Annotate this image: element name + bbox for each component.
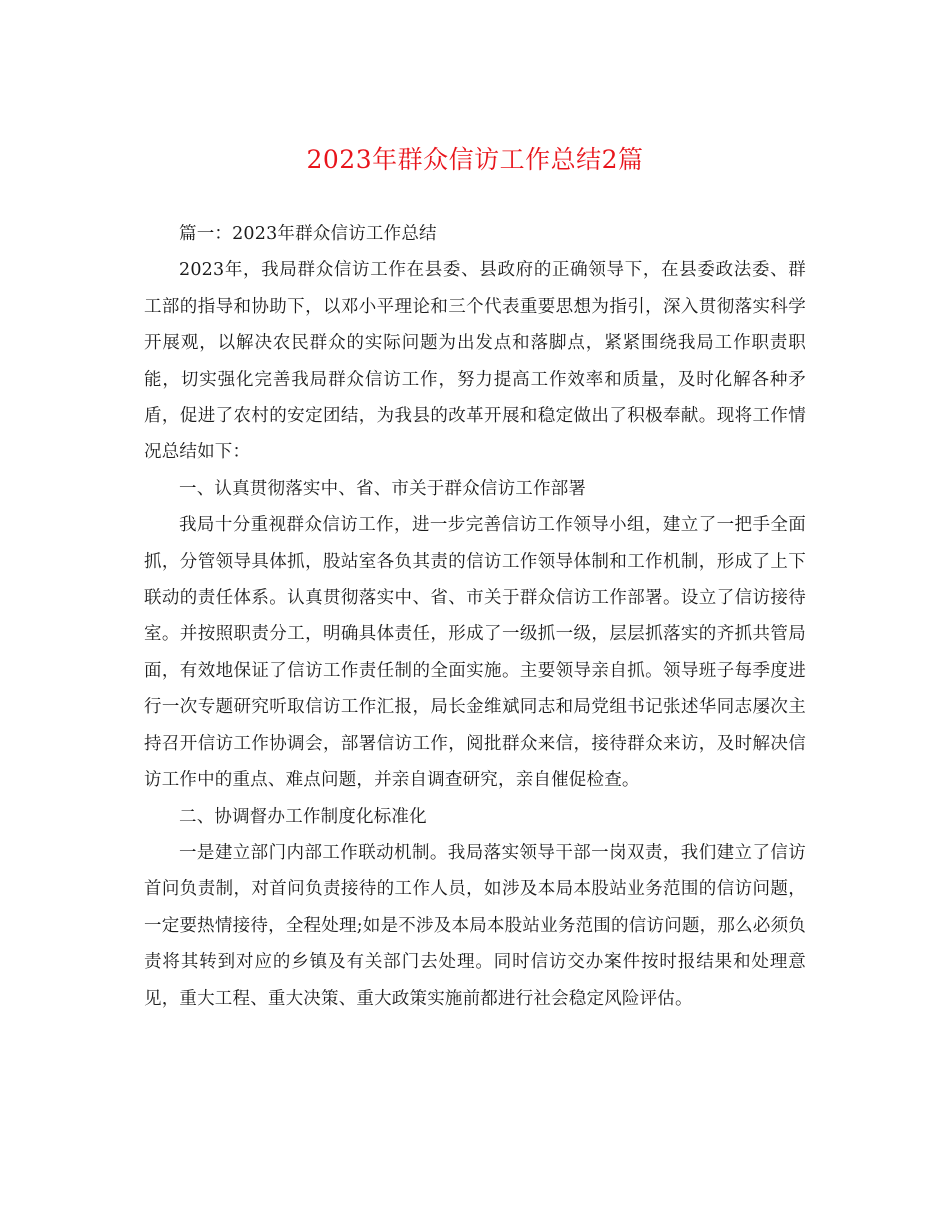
section-2-paragraph: 一是建立部门内部工作联动机制。我局落实领导干部一岗双责，我们建立了信访首问负责制，对首问负责接待的工作人员，如涉及本局本股站业务范围的信访问题，一定要热情接待，全程处理;如是不涉及本局本股站业务范围的信访问题，那么必须负责将其转到对应的乡镇及有关部门去处理。同时信访交办案件按时报结果和处理意见，重大工程、重大决策、重大政策实施前都进行社会稳定风险评估。 bbox=[144, 842, 806, 1009]
section-heading-2: 二、协调督办工作制度化标准化 bbox=[179, 806, 427, 827]
document-title: 2023年群众信访工作总结2篇 bbox=[306, 145, 644, 174]
section-1-paragraph: 我局十分重视群众信访工作，进一步完善信访工作领导小组，建立了一把手全面抓，分管领导具体抓，股站室各负其责的信访工作领导体制和工作机制，形成了上下联动的责任体系。认真贯彻落实中、省、市关于群众信访工作部署。设立了信访接待室。并按照职责分工，明确具体责任，形成了一级抓一级，层层抓落实的齐抓共管局面，有效地保证了信访工作责任制的全面实施。主要领导亲自抓。领导班子每季度进行一次专题研究听取信访工作汇报，局长金维斌同志和局党组书记张述华同志屡次主持召开信访工作协调会，部署信访工作，阅批群众来信，接待群众来访，及时解决信访工作中的重点、难点问题，并亲自调查研究，亲自催促检查。 bbox=[144, 515, 806, 791]
document-body bbox=[144, 216, 806, 1017]
intro-paragraph: 2023年，我局群众信访工作在县委、县政府的正确领导下，在县委政法委、群工部的指导和协助下，以邓小平理论和三个代表重要思想为指引，深入贯彻落实科学开展观，以解决农民群众的实际问题为出发点和落脚点，紧紧围绕我局工作职责职能，切实强化完善我局群众信访工作，努力提高工作效率和质量，及时化解各种矛盾，促进了农村的安定团结，为我县的改革开展和稳定做出了积极奉献。现将工作情况总结如下： bbox=[144, 260, 806, 463]
section-heading-part-one: 篇一：2023年群众信访工作总结 bbox=[179, 224, 437, 244]
section-heading-1: 一、认真贯彻落实中、省、市关于群众信访工作部署 bbox=[179, 478, 587, 499]
